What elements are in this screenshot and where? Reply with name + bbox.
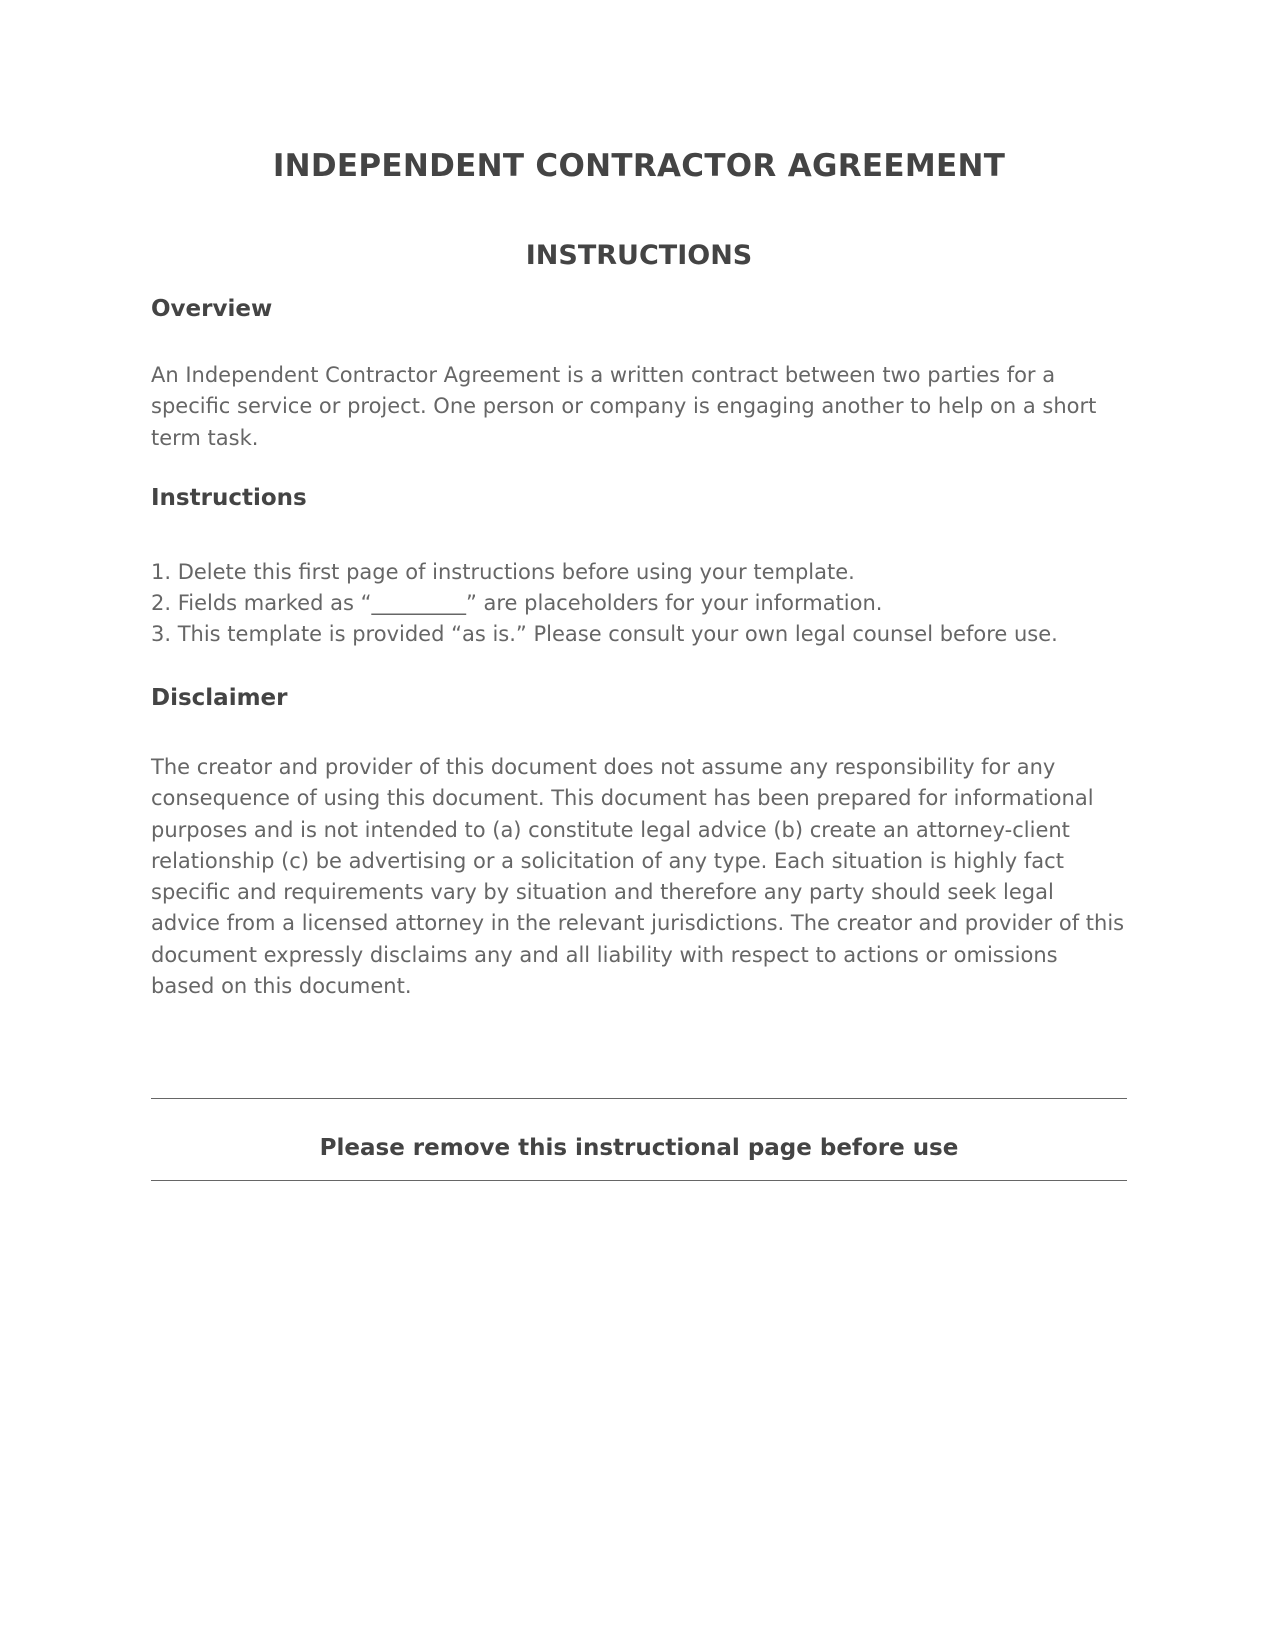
remove-page-note: Please remove this instructional page before use (319, 1135, 959, 1161)
instructions-heading: Instructions (151, 485, 307, 511)
document-title: INDEPENDENT CONTRACTOR AGREEMENT (272, 148, 1006, 184)
instructions-list (151, 557, 1127, 650)
instruction-item-1: 1. Delete this first page of instructions before using your template. (151, 560, 855, 584)
instructions-title: INSTRUCTIONS (525, 240, 753, 271)
divider-bottom (151, 1180, 1127, 1181)
instruction-item-2: 2. Fields marked as “_________” are placeholders for your information. (151, 591, 883, 615)
divider-top (151, 1098, 1127, 1099)
disclaimer-heading: Disclaimer (151, 685, 288, 711)
overview-text: An Independent Contractor Agreement is a written contract between two parties for a specific service or project. One person or company is engaging another to help on a short term task. (151, 363, 1097, 450)
disclaimer-text: The creator and provider of this document does not assume any responsibility for any consequence of using this document. This document has been prepared for informational purposes and is not intended to (a) constitute legal advice (b) create an attorney-client relationship (c) be advertising or a solicitation of any type. Each situation is highly fact specific and requirements vary by situation and therefore any party should seek legal advice from a licensed attorney in the relevant jurisdictions. The creator and provider of this document expressly disclaims any and all liability with respect to actions or omissions based on this document. (151, 755, 1125, 999)
instruction-item-3: 3. This template is provided “as is.” Please consult your own legal counsel before use. (151, 622, 1058, 646)
overview-heading: Overview (151, 296, 273, 322)
